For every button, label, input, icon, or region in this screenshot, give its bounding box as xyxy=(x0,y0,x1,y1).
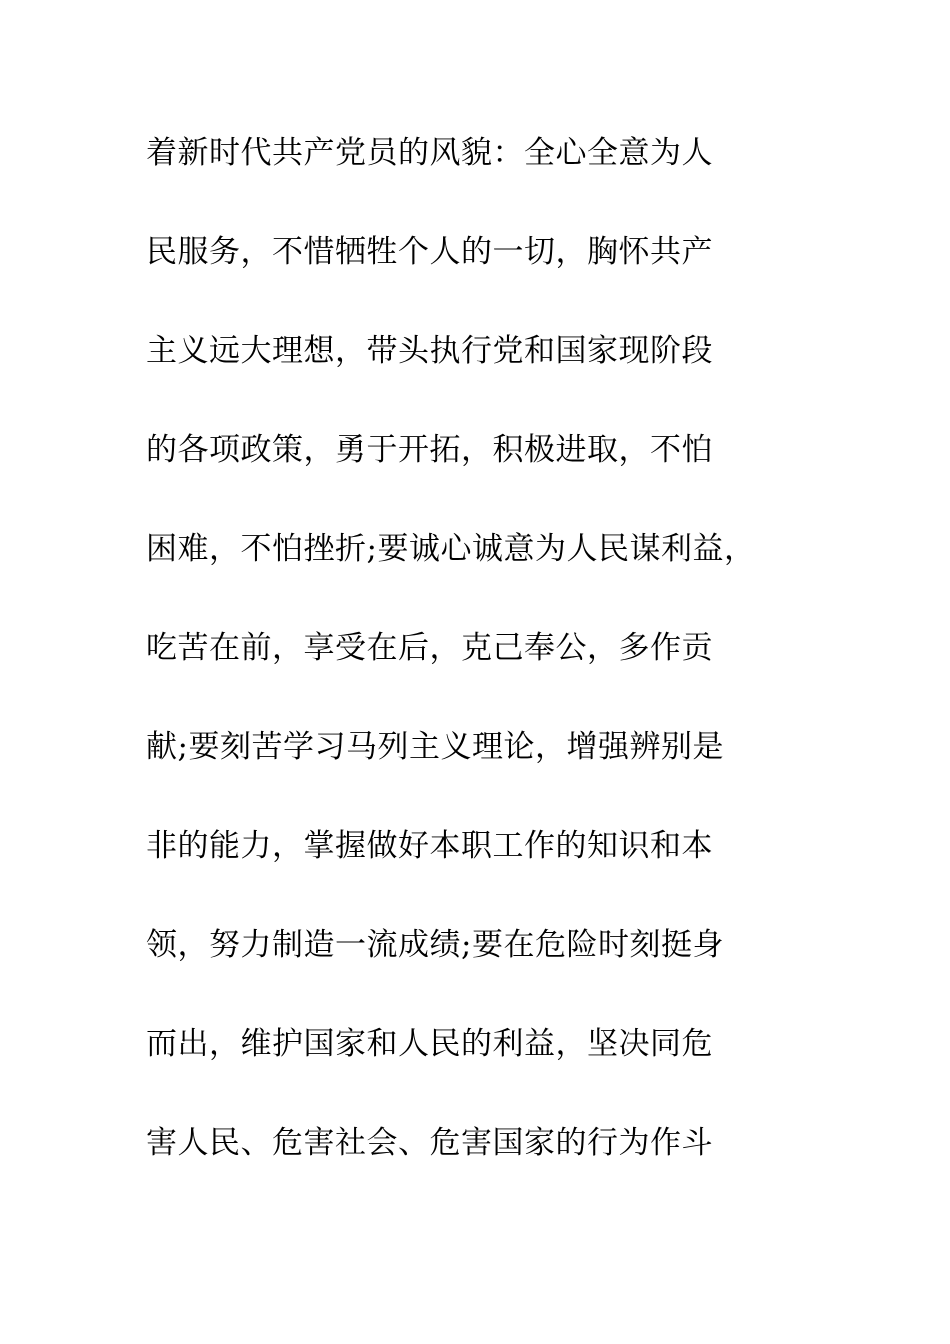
text-line-3: 主义远大理想，带头执行党和国家现阶段 xyxy=(146,333,713,369)
text-line-8: 非的能力，掌握做好本职工作的知识和本 xyxy=(146,828,713,864)
body-paragraph xyxy=(146,128,866,1217)
text-line-11: 害人民、危害社会、危害国家的行为作斗 xyxy=(146,1125,713,1161)
text-line-5: 困难，不怕挫折;要诚心诚意为人民谋利益， xyxy=(146,531,756,567)
text-line-4: 的各项政策，勇于开拓，积极进取，不怕 xyxy=(146,432,713,468)
text-line-10: 而出，维护国家和人民的利益，坚决同危 xyxy=(146,1026,713,1062)
text-line-7: 献;要刻苦学习马列主义理论，增强辨别是 xyxy=(146,729,724,765)
text-line-6: 吃苦在前，享受在后，克己奉公，多作贡 xyxy=(146,630,713,666)
text-line-9: 领，努力制造一流成绩;要在危险时刻挺身 xyxy=(146,927,724,963)
text-line-1: 着新时代共产党员的风貌：全心全意为人 xyxy=(146,135,713,171)
text-line-2: 民服务，不惜牺牲个人的一切，胸怀共产 xyxy=(146,234,713,270)
